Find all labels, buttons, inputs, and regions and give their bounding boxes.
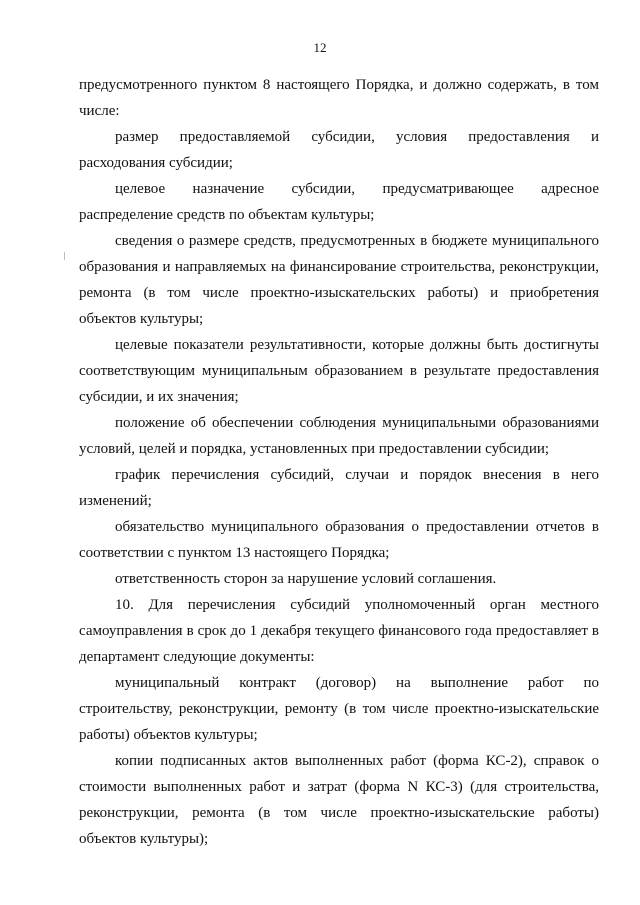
paragraph: размер предоставляемой субсидии, условия предоставления и расходования субсидии; <box>79 129 599 171</box>
margin-mark <box>64 252 65 260</box>
document-body <box>79 72 599 852</box>
page-number: 12 <box>313 40 327 55</box>
paragraph: копии подписанных актов выполненных работ (форма КС-2), справок о стоимости выполненных работ и затрат (форма N КС-3) (для строительства, реконструкции, ремонта (в том числе проектно-изыскательские работы) объектов культуры); <box>79 753 599 847</box>
paragraph: предусмотренного пунктом 8 настоящего Порядка, и должно содержать, в том числе: <box>79 77 599 119</box>
paragraph: ответственность сторон за нарушение условий соглашения. <box>115 571 497 587</box>
paragraph: муниципальный контракт (договор) на выполнение работ по строительству, реконструкции, ремонту (в том числе проектно-изыскательские работы) объектов культуры; <box>79 675 599 743</box>
paragraph: график перечисления субсидий, случаи и порядок внесения в него изменений; <box>79 467 599 509</box>
paragraph: положение об обеспечении соблюдения муниципальными образованиями условий, целей и порядка, установленных при предоставлении субсидии; <box>79 415 599 457</box>
paragraph: обязательство муниципального образования о предоставлении отчетов в соответствии с пунктом 13 настоящего Порядка; <box>79 519 599 561</box>
paragraph: целевые показатели результативности, которые должны быть достигнуты соответствующим муниципальным образованием в результате предоставления субсидии, и их значения; <box>79 337 599 405</box>
paragraph: целевое назначение субсидии, предусматривающее адресное распределение средств по объектам культуры; <box>79 181 599 223</box>
paragraph: 10. Для перечисления субсидий уполномоченный орган местного самоуправления в срок до 1 декабря текущего финансового года предоставляет в департамент следующие документы: <box>79 597 599 665</box>
paragraph: сведения о размере средств, предусмотренных в бюджете муниципального образования и направляемых на финансирование строительства, реконструкции, ремонта (в том числе проектно-изыскательских работы) и приобретения объектов культуры; <box>79 233 599 327</box>
